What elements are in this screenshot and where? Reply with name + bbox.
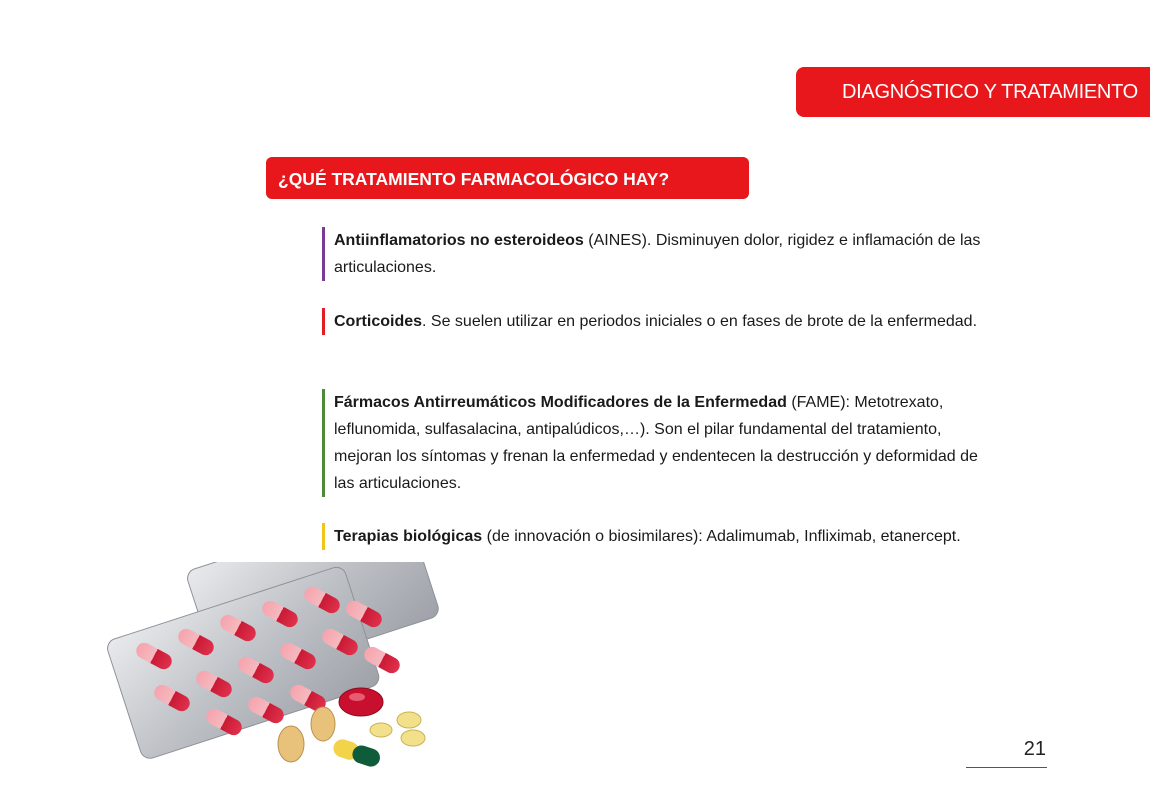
treatment-item-fame: [322, 389, 992, 497]
page-number: 21: [1023, 738, 1046, 760]
treatment-item-corticoides: [322, 308, 992, 335]
treatment-term: Antiinflamatorios no esteroideos: [334, 232, 584, 249]
section-title-tab: [796, 67, 1150, 117]
treatment-term: Corticoides: [334, 313, 423, 330]
treatment-description: (de innovación o biosimilares): Adalimumab, Infliximab, etanercept.: [482, 528, 961, 545]
treatment-term: Fármacos Antirreumáticos Modificadores de la Enfermedad: [334, 394, 787, 411]
section-title: DIAGNÓSTICO Y TRATAMIENTO: [842, 81, 1138, 103]
treatment-term: Terapias biológicas: [334, 528, 483, 545]
treatment-description: (FAME): Metotrexato, leflunomida, sulfasalacina, antipalúdicos,…). Son el pilar fundamental del tratamiento, mejoran los síntomas y frenan la enfermedad y endentecen la destrucción y deformidad de las articulaciones.: [334, 394, 978, 492]
treatment-item-aines: [322, 227, 992, 281]
treatment-description: . Se suelen utilizar en periodos iniciales o en fases de brote de la enfermedad.: [422, 313, 978, 330]
page-number-underline: [966, 767, 1047, 768]
treatment-item-biologicas: [322, 523, 992, 550]
treatment-description: (AINES). Disminuyen dolor, rigidez e inflamación de las articulaciones.: [334, 232, 981, 276]
pills-illustration: [95, 562, 455, 777]
question-heading: [266, 157, 749, 199]
question-text: ¿QUÉ TRATAMIENTO FARMACOLÓGICO HAY?: [278, 169, 670, 189]
